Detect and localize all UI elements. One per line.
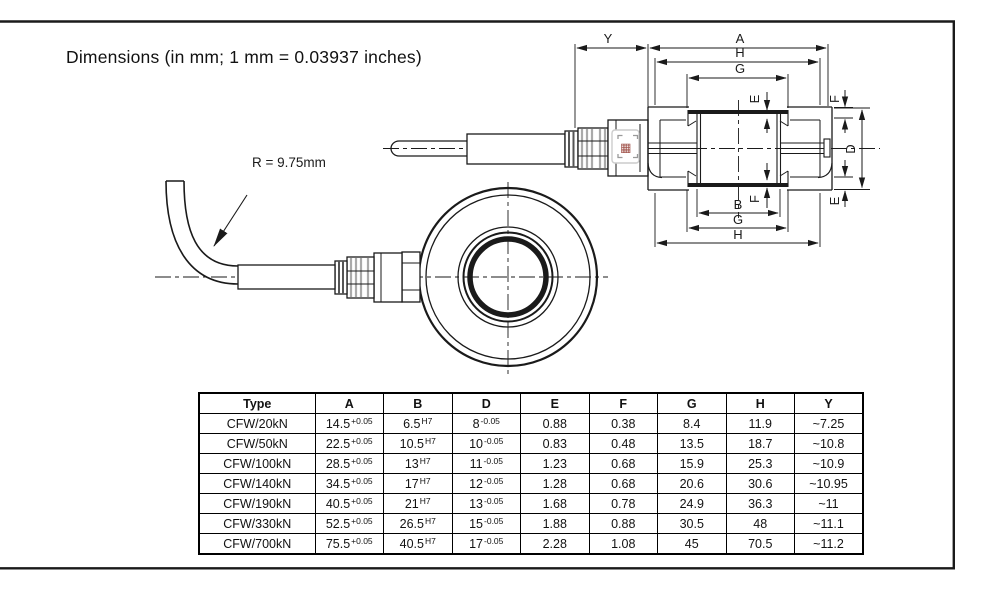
col-header-f: F	[589, 393, 658, 414]
cell-h: 25.3	[726, 454, 795, 474]
cell-e: 0.83	[521, 434, 590, 454]
cell-y: ~10.9	[795, 454, 864, 474]
cell-e: 1.28	[521, 474, 590, 494]
dim-label-a: A	[735, 31, 745, 46]
col-header-h: H	[726, 393, 795, 414]
dim-label-b: B	[733, 197, 743, 212]
table-row	[199, 474, 863, 494]
cell-d: $8^{-0.05}$	[452, 414, 521, 434]
page-title: Dimensions (in mm; 1 mm = 0.03937 inches)	[66, 47, 422, 67]
cell-f: 0.88	[589, 514, 658, 534]
cell-b: $17^{H7}$	[384, 474, 453, 494]
dim-label-d: D	[843, 144, 858, 154]
cell-g: 8.4	[658, 414, 727, 434]
dim-label-f-top: F	[827, 95, 842, 103]
cell-h: 30.6	[726, 474, 795, 494]
cell-f: 0.78	[589, 494, 658, 514]
col-header-y: Y	[795, 393, 864, 414]
front-view	[155, 155, 608, 374]
col-header-b: B	[384, 393, 453, 414]
dim-label-h-top: H	[735, 45, 745, 60]
cell-h: 70.5	[726, 534, 795, 555]
dim-label-g-top: G	[734, 61, 746, 76]
cell-type: CFW/100kN	[199, 454, 315, 474]
cell-h: 18.7	[726, 434, 795, 454]
cell-y: ~10.95	[795, 474, 864, 494]
cell-b: $26.5^{H7}$	[384, 514, 453, 534]
cell-b: $6.5^{H7}$	[384, 414, 453, 434]
cell-type: CFW/330kN	[199, 514, 315, 534]
cell-a: $40.5^{+0.05}$	[315, 494, 384, 514]
cell-f: 0.38	[589, 414, 658, 434]
cell-a: $14.5^{+0.05}$	[315, 414, 384, 434]
cell-type: CFW/140kN	[199, 474, 315, 494]
radius-leader-arrow	[214, 195, 247, 246]
cell-y: ~11.1	[795, 514, 864, 534]
cell-b: $10.5^{H7}$	[384, 434, 453, 454]
bend-radius-note: R = 9.75mm	[252, 155, 326, 170]
cell-b: $21^{H7}$	[384, 494, 453, 514]
cell-d: $17^{-0.05}$	[452, 534, 521, 555]
dim-label-h-bottom: H	[733, 227, 743, 242]
dimensions-table	[198, 392, 864, 555]
table-row	[199, 514, 863, 534]
table-body	[199, 414, 863, 555]
dim-label-y: Y	[603, 31, 613, 46]
col-header-type: Type	[199, 393, 315, 414]
table-row	[199, 534, 863, 555]
cell-f: 0.68	[589, 474, 658, 494]
cell-d: $12^{-0.05}$	[452, 474, 521, 494]
cell-g: 13.5	[658, 434, 727, 454]
cell-type: CFW/190kN	[199, 494, 315, 514]
cell-f: 0.48	[589, 434, 658, 454]
side-view	[383, 31, 880, 247]
cell-y: ~7.25	[795, 414, 864, 434]
cell-e: 1.68	[521, 494, 590, 514]
cell-y: ~11	[795, 494, 864, 514]
cell-g: 30.5	[658, 514, 727, 534]
cell-type: CFW/50kN	[199, 434, 315, 454]
col-header-g: G	[658, 393, 727, 414]
col-header-e: E	[521, 393, 590, 414]
cell-f: 0.68	[589, 454, 658, 474]
cell-e: 1.88	[521, 514, 590, 534]
cell-a: $22.5^{+0.05}$	[315, 434, 384, 454]
cell-e: 0.88	[521, 414, 590, 434]
cell-h: 11.9	[726, 414, 795, 434]
dim-label-e-top: E	[747, 94, 762, 104]
table-row	[199, 414, 863, 434]
cell-h: 48	[726, 514, 795, 534]
col-header-a: A	[315, 393, 384, 414]
broken-image-icon	[612, 130, 639, 163]
cell-g: 45	[658, 534, 727, 555]
dim-label-g-bottom: G	[732, 212, 744, 227]
cell-b: $40.5^{H7}$	[384, 534, 453, 555]
broken-image-glyph: ▦	[620, 140, 632, 155]
cell-d: $13^{-0.05}$	[452, 494, 521, 514]
cell-e: 1.23	[521, 454, 590, 474]
cell-type: CFW/700kN	[199, 534, 315, 555]
cell-d: $11^{-0.05}$	[452, 454, 521, 474]
table-header-row	[199, 393, 863, 414]
col-header-d: D	[452, 393, 521, 414]
cell-a: $28.5^{+0.05}$	[315, 454, 384, 474]
cell-g: 15.9	[658, 454, 727, 474]
cell-b: $13^{H7}$	[384, 454, 453, 474]
cell-f: 1.08	[589, 534, 658, 555]
cell-a: $52.5^{+0.05}$	[315, 514, 384, 534]
dim-label-f-bottom: F	[747, 195, 762, 203]
table-row	[199, 494, 863, 514]
cable-bend	[166, 181, 238, 284]
cell-a: $34.5^{+0.05}$	[315, 474, 384, 494]
cell-h: 36.3	[726, 494, 795, 514]
table-row	[199, 434, 863, 454]
table-row	[199, 454, 863, 474]
cell-y: ~10.8	[795, 434, 864, 454]
cell-g: 20.6	[658, 474, 727, 494]
dim-label-e-bottom: E	[827, 196, 842, 206]
cell-d: $15^{-0.05}$	[452, 514, 521, 534]
cell-g: 24.9	[658, 494, 727, 514]
cell-d: $10^{-0.05}$	[452, 434, 521, 454]
cell-type: CFW/20kN	[199, 414, 315, 434]
cell-a: $75.5^{+0.05}$	[315, 534, 384, 555]
cell-y: ~11.2	[795, 534, 864, 555]
cell-e: 2.28	[521, 534, 590, 555]
